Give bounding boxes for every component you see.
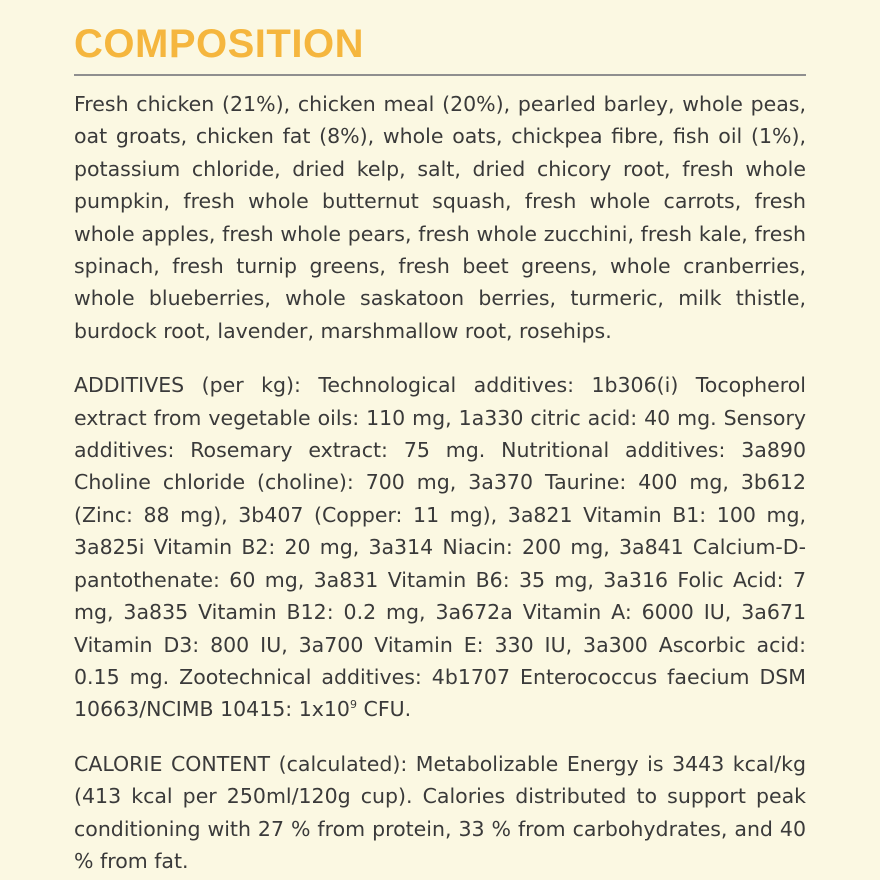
- page-title: COMPOSITION: [74, 22, 364, 66]
- title-divider: [74, 74, 806, 76]
- composition-panel: [74, 20, 806, 877]
- additives-tail: CFU.: [356, 697, 412, 722]
- additives-text: ADDITIVES (per kg): Technological additives: 1b306(i) Tocopherol extract from vegetable oils: 110 mg, 1a330 citric acid: 40 mg. Sensory additives: Rosemary extract: 75 mg. Nutritional additives: 3a890 Choline chloride (choline): 700 mg, 3a370 Taurine: 400 mg, 3b612 (Zinc: 88 mg), 3b407 (Copper: 11 mg), 3a821 Vitamin B1: 100 mg, 3a825i Vitamin B2: 20 mg, 3a314 Niacin: 200 mg, 3a841 Calcium-D-pantothenate: 60 mg, 3a831 Vitamin B6: 35 mg, 3a316 Folic Acid: 7 mg, 3a835 Vitamin B12: 0.2 mg, 3a672a Vitamin A: 6000 IU, 3a671 Vitamin D3: 800 IU, 3a700 Vitamin E: 330 IU, 3a300 Ascorbic acid: 0.15 mg. Zootechnical additives: 4b1707 Enterococcus faecium DSM 10663/NCIMB 10415: 1x10: [74, 373, 806, 722]
- calorie-content-paragraph: CALORIE CONTENT (calculated): Metabolizable Energy is 3443 kcal/kg (413 kcal per 250ml/120g cup). Calories distributed to support peak conditioning with 27 % from protein, 33 % from carbohydrates, and 40 % from fat.: [74, 751, 806, 873]
- additives-paragraph: [74, 369, 806, 725]
- ingredients-paragraph: Fresh chicken (21%), chicken meal (20%), pearled barley, whole peas, oat groats, chicken fat (8%), whole oats, chickpea fibre, fish oil (1%), potassium chloride, dried kelp, salt, dried chicory root, fresh whole pumpkin, fresh whole butternut squash, fresh whole carrots, fresh whole apples, fresh whole pears, fresh whole zucchini, fresh kale, fresh spinach, fresh turnip greens, fresh beet greens, whole cranberries, whole blueberries, whole saskatoon berries, turmeric, milk thistle, burdock root, lavender, marshmallow root, rosehips.: [74, 92, 806, 343]
- additives-exponent: 9: [349, 698, 357, 712]
